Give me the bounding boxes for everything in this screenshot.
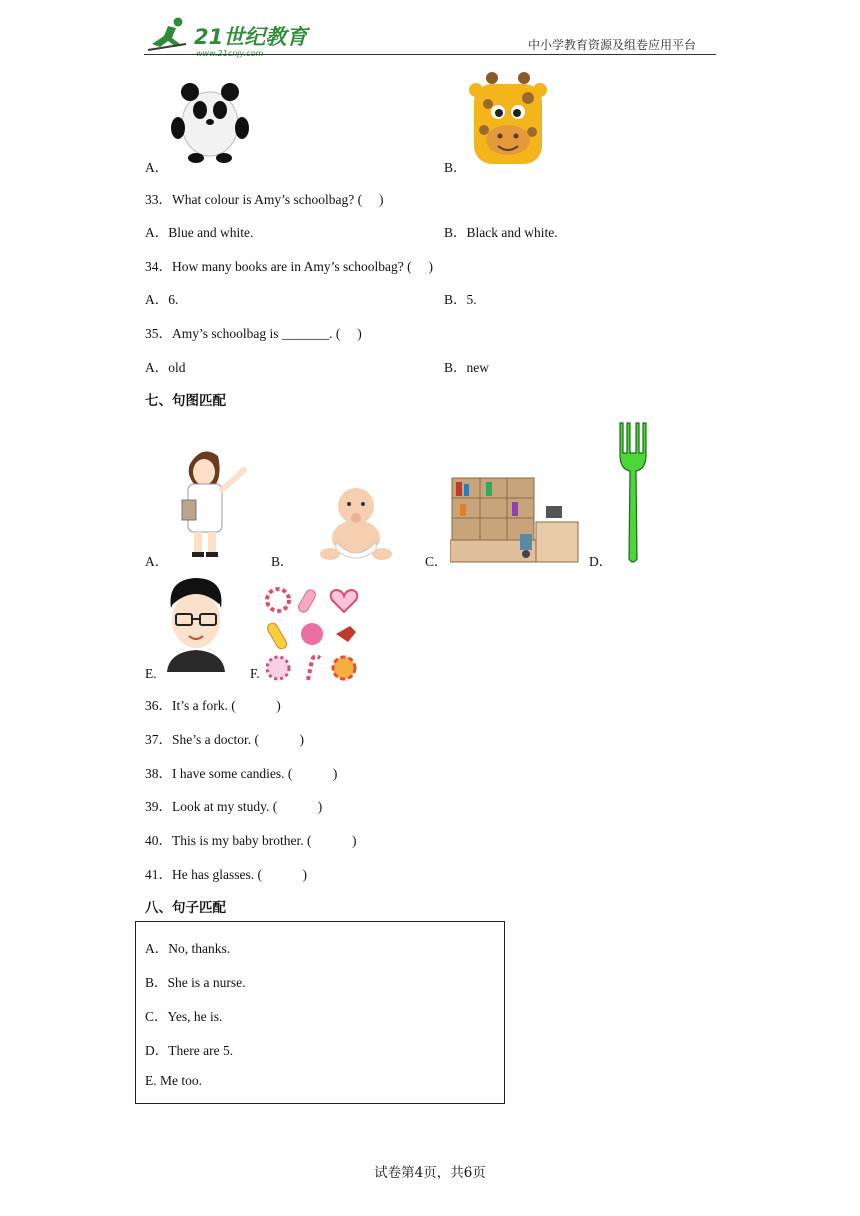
page-footer: 试卷第4页，共6页 — [374, 1165, 486, 1181]
item-40: 40．This is my baby brother. ( ) — [145, 833, 357, 848]
picture-label-d: D． — [589, 554, 613, 569]
match-option-d: D．There are 5. — [145, 1043, 234, 1058]
match-option-b: B．She is a nurse. — [145, 975, 246, 990]
match-option-e: E. Me too. — [145, 1073, 202, 1088]
baby-image — [320, 484, 392, 564]
site-name: 中小学教育资源及组卷应用平台 — [528, 38, 697, 52]
option-a-label: A． — [145, 160, 169, 175]
q34-option-b: B．5. — [444, 292, 477, 307]
q35-option-b: B．new — [444, 360, 489, 375]
runner-icon — [148, 18, 186, 51]
question-33: 33．What colour is Amy’s schoolbag? ( ) — [145, 192, 384, 207]
picture-label-f: F. — [250, 666, 260, 681]
doctor-image — [172, 444, 256, 564]
giraffe-bag-image — [466, 70, 550, 168]
question-34: 34．How many books are in Amy’s schoolbag? ( ) — [145, 259, 433, 274]
header-rule — [144, 54, 716, 55]
section-8-title: 八、句子匹配 — [145, 900, 226, 916]
boy-with-glasses-image — [163, 574, 229, 672]
logo — [146, 14, 316, 58]
q35-option-a: A．old — [145, 360, 186, 375]
picture-label-a: A． — [145, 554, 169, 569]
fork-image — [616, 421, 650, 565]
section-7-title: 七、句图匹配 — [145, 393, 226, 409]
candies-image — [264, 586, 360, 682]
q33-option-a: A．Blue and white. — [145, 225, 254, 240]
item-36: 36．It’s a fork. ( ) — [145, 698, 281, 713]
question-35: 35．Amy’s schoolbag is _______. ( ) — [145, 326, 362, 341]
picture-label-b: B． — [271, 554, 294, 569]
match-option-a: A．No, thanks. — [145, 941, 231, 956]
match-option-c: C．Yes, he is. — [145, 1009, 223, 1024]
option-b-label: B． — [444, 160, 467, 175]
panda-bag-image — [168, 78, 252, 164]
q34-option-a: A．6. — [145, 292, 179, 307]
item-37: 37．She’s a doctor. ( ) — [145, 732, 304, 747]
item-41: 41．He has glasses. ( ) — [145, 867, 307, 882]
study-room-image — [450, 476, 580, 564]
q33-option-b: B．Black and white. — [444, 225, 558, 240]
picture-label-c: C． — [425, 554, 448, 569]
logo-url: www.21cnjy.com — [196, 49, 264, 58]
logo-text: 21世纪教育 — [194, 25, 308, 49]
item-38: 38．I have some candies. ( ) — [145, 766, 338, 781]
picture-label-e: E. — [145, 666, 157, 681]
item-39: 39．Look at my study. ( ) — [145, 799, 323, 814]
